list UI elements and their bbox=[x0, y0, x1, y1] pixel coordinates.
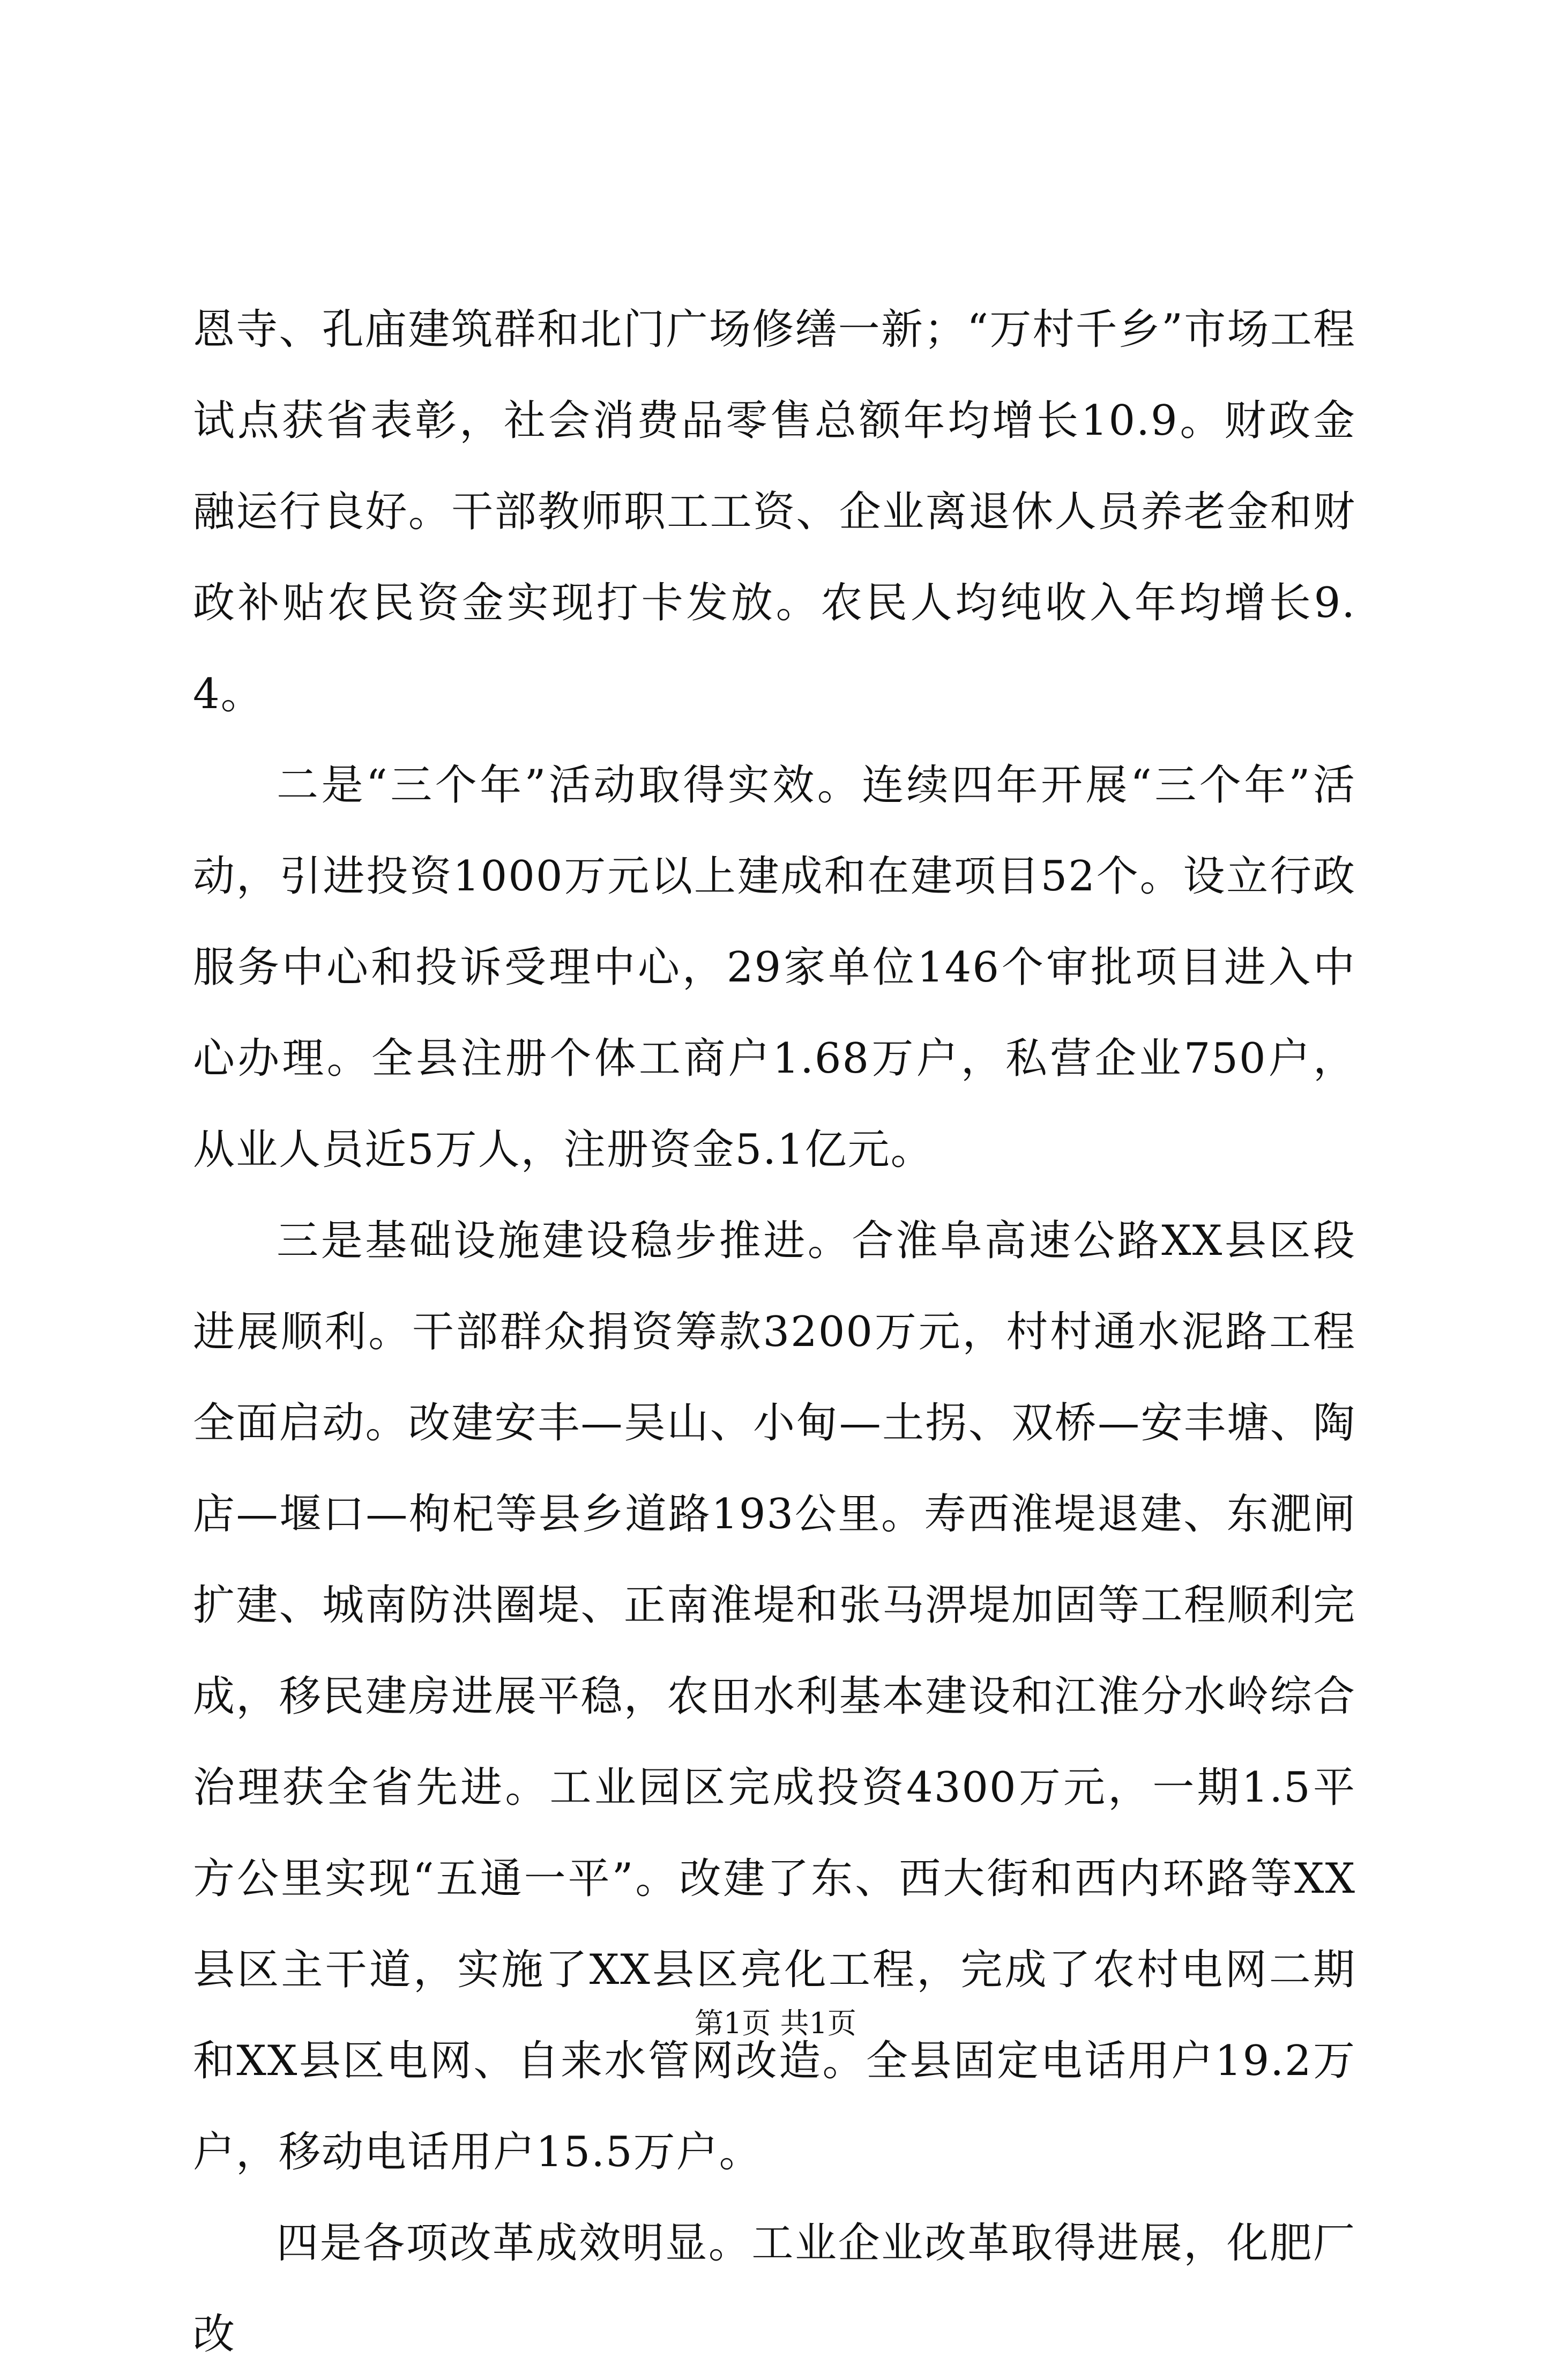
paragraph-1: 恩寺、孔庙建筑群和北门广场修缮一新；“万村千乡”市场工程试点获省表彰，社会消费品零售总额年均增长10.9。财政金融运行良好。干部教师职工工资、企业离退休人员养老金和财政补贴农民资金实现打卡发放。农民人均纯收入年均增长9.4。 bbox=[193, 306, 1356, 718]
document-body bbox=[193, 284, 1356, 2380]
paragraph-2: 二是“三个年”活动取得实效。连续四年开展“三个年”活动，引进投资1000万元以上建成和在建项目52个。设立行政服务中心和投诉受理中心，29家单位146个审批项目进入中心办理。全县注册个体工商户1.68万户，私营企业750户，从业人员近5万人，注册资金5.1亿元。 bbox=[193, 761, 1356, 1174]
page-number-label: 第1页 共1页 bbox=[695, 2006, 856, 2040]
paragraph-4: 四是各项改革成效明显。工业企业改革取得进展，化肥厂改 bbox=[193, 2219, 1356, 2359]
page-footer bbox=[0, 2005, 1551, 2042]
paragraph-3: 三是基础设施建设稳步推进。合淮阜高速公路XX县区段进展顺利。干部群众捐资筹款3200万元，村村通水泥路工程全面启动。改建安丰—吴山、小甸—土拐、双桥—安丰塘、陶店—堰口—枸杞等县乡道路193公里。寿西淮堤退建、东淝闸扩建、城南防洪圈堤、正南淮堤和张马淠堤加固等工程顺利完成，移民建房进展平稳，农田水利基本建设和江淮分水岭综合治理获全省先进。工业园区完成投资4300万元，一期1.5平方公里实现“五通一平”。改建了东、西大街和西内环路等XX县区主干道，实施了XX县区亮化工程，完成了农村电网二期和XX县区电网、自来水管网改造。全县固定电话用户19.2万户，移动电话用户15.5万户。 bbox=[193, 1217, 1356, 2176]
